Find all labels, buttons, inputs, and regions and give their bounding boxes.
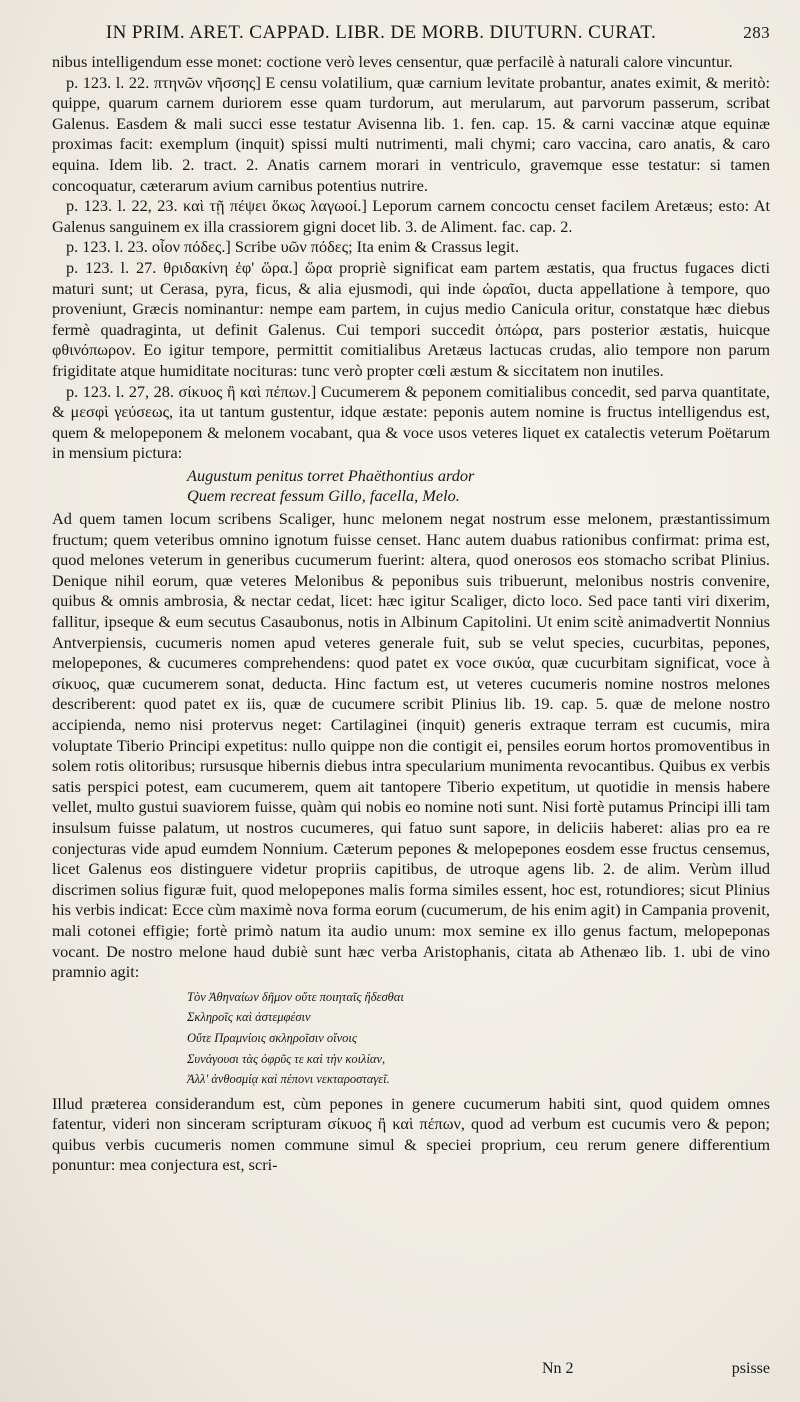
paragraph: p. 123. l. 27. θριδακίνη ἐφ' ὥρα.] ὥρα propriè significat eam partem æstatis, qua fructus fugaces dicti maturi sunt; ut Cerasa, pyra, ficus, & alia ejusmodi, qui inde ὡραῖοι, ducta appellatione à tempore, quo proveniunt, Græcis nominantur: nempe eam partem, in cujus medio Canicula oritur, constatque hæc diebus fermè quadraginta, ut definit Galenus. Cui tempori succedit ὀπώρα, pars posterior æstatis, huicque φθινόπωρον. Eo igitur tempore, permittit comitialibus Aretæus lactucas crudas, alio tempore non parum frigiditate atque humiditate nocituras: tunc verò propter cœli æstum & siccitatem non inutiles. bbox=[52, 257, 770, 380]
greek-verse-line: Οὔτε Πραμνίοις σκληροῖσιν οἴνοις bbox=[187, 1030, 357, 1045]
verse-line: Quem recreat fessum Gillo, facella, Melo. bbox=[187, 486, 460, 506]
verse-line: Augustum penitus torret Phaëthontius ardor bbox=[187, 465, 475, 485]
signature-mark: Nn 2 bbox=[542, 1360, 574, 1377]
greek-verse-line: Σκληροῖς καὶ ἀστεμφέσιν bbox=[187, 1010, 311, 1025]
paragraph: p. 123. l. 23. οἷον πόδες.] Scribe υῶν πόδες; Ita enim & Crassus legit. bbox=[66, 237, 520, 257]
running-head-title: IN PRIM. ARET. CAPPAD. LIBR. DE MORB. DIUTURN. CURAT. bbox=[105, 22, 657, 43]
paragraph: Ad quem tamen locum scribens Scaliger, hunc melonem negat nostrum esse melonem, præstantissimum fructum; quem veteribus omnino ignotum fuisse censet. Hanc autem duabus rationibus confirmat: prima est, quod melones veterum in generibus cucumerum fuerint: altera, quod onerosos eos stomacho scribat Plinius. Denique nihil eorum, quæ veteres Melonibus & peponibus suis tribuerunt, melonibus nostris convenire, quibus & omnis ambrosia, & nectar cedat, licet: hæc igitur Scaliger, dicto loco. Sed pace tanti viri dixerim, fallitur, ipseque & eum secutus Casaubonus, notis in Albinum Capitolini. Ut enim scitè animadvertit Nonnius Antverpiensis, cucumeris nomen apud veteres generale fuit, sub se velut species, cucurbitas, pepones, melopepones, & cucumeres comprehendens: quod patet ex voce σικύα, quæ cucurbitam significat, voce à σίκυος, quæ cucumerem sonat, deducta. Hinc factum est, ut veteres cucumeris nomine nostros melones describerent: quod patet ex iis, quæ de cucumere scribit Plinius lib. 19. cap. 5. quæ de melone nostro accipienda, nemo nisi protervus neget: Cartilaginei (inquit) generis extraque terram est cucumis, mira voluptate Tiberio Principi expetitus: nullo quippe non die contigit ei, pensiles eorum hortos promoventibus in solem rotis olitoribus; rursusque hibernis diebus intra specularium munimenta revocantibus. Quibus ex verbis satis perspici potest, eam cucumerem, quem ait tantopere Tiberio expetitum, ut quotidie in mensis habere vellet, multo gustui suaviorem fuisse, quàm qui nobis eo nomine noti sunt. Nisi fortè putamus Principi illi tam insulsum fuisse palatum, ut nostros cucumeres, qui fatuo sunt sapore, in deliciis haberet: alias pro ea re conjecturas vide apud eumdem Nonnium. Cæterum pepones & melopepones eosdem esse fructus censemus, licet Galenus eos distinguere videtur propriis capitibus, de utroque agens lib. 2. de alim. Verùm illud discrimen solius figuræ fuit, quod melopepones malis forma similes essent, hoc est, rotundiores; sicut Plinius his verbis indicat: Ecce cùm maximè nova forma eorum (cucumerum, de his enim agit) in Campania provenit, mali cotonei effigie; fortè primò natum ita audio unum: mox semine ex illo genus factum, melopeponas vocant. De nostro melone haud dubiè sunt hæc verba Aristophanis, citata ab Athenæo lib. 1. ubi de vino pramnio agit: bbox=[52, 509, 770, 982]
greek-verse-line: Συνάγουσι τὰς ὀφρῦς τε καὶ τὴν κοιλίαν, bbox=[187, 1051, 386, 1066]
paragraph: p. 123. l. 22, 23. καὶ τῇ πέψει ὅκως λαγωοί.] Leporum carnem concoctu censet facilem Aretæus; esto: At Galenus sanguinem ex illa crassiorem gigni docet lib. 3. de Aliment. fac. cap. 2. bbox=[52, 196, 770, 236]
greek-verse bbox=[187, 987, 770, 1090]
catchword: psisse bbox=[731, 1360, 770, 1377]
page-number: 283 bbox=[743, 23, 770, 42]
running-head bbox=[52, 22, 770, 52]
latin-verse bbox=[187, 466, 770, 507]
paragraph: p. 123. l. 22. πτηνῶν νῆσσης] E censu volatilium, quæ carnium levitate probantur, anates eximit, & meritò: quippe, quarum carnem duriorem esse quam turdorum, aut merularum, aut parvorum passerum, scribat Galenus. Easdem & mali succi esse testatur Avisenna lib. 1. fen. cap. 15. & carni vaccinæ atque equinæ proximas facit: exemplum (inquit) spissi multi nutrimenti, mali chymi; caro vaccina, caro anatis, & caro equina. Idem lib. 2. tract. 2. Anatis carnem morari in ventriculo, gravemque esse testatur: si tamen concoquatur, cæterarum avium carnibus potentius nutrire. bbox=[52, 72, 770, 195]
page-body bbox=[52, 52, 770, 1176]
paragraph: p. 123. l. 27, 28. σίκυος ἢ καὶ πέπων.] Cucumerem & peponem comitialibus concedit, sed parva quantitate, & μεσφὶ γεύσεως, ita ut tantum gustentur, idque æstate: peponis autem nomine is fructus intelligendus est, quem & melopeponem & melonem vocabant, qua & voce usos veteres liquet ex catalectis veterum Poëtarum in mensium pictura: bbox=[52, 381, 770, 463]
paragraph: nibus intelligendum esse monet: coctione verò leves censentur, quæ perfacilè à naturali calore vincuntur. bbox=[52, 52, 733, 71]
page-footer bbox=[52, 1360, 770, 1382]
greek-verse-line: Τὸν Ἀθηναίων δῆμον οὔτε ποιηταῖς ἥδεσθαι bbox=[187, 989, 404, 1004]
paragraph: Illud præterea considerandum est, cùm pepones in genere cucumerum habiti sint, quod quidem omnes fatentur, videri non sinceram scripturam σίκυος ἢ καὶ πέπων, quod ad verbum est cucumis vero & pepon; quibus verbis cucumeris nomen commune simul & speciei proprium, ceu rerum genere differentium ponuntur: mea conjectura est, scri- bbox=[52, 1093, 770, 1175]
greek-verse-line: Ἀλλ' ἀνθοσμίᾳ καὶ πέπονι νεκταροσταγεῖ. bbox=[187, 1072, 390, 1087]
